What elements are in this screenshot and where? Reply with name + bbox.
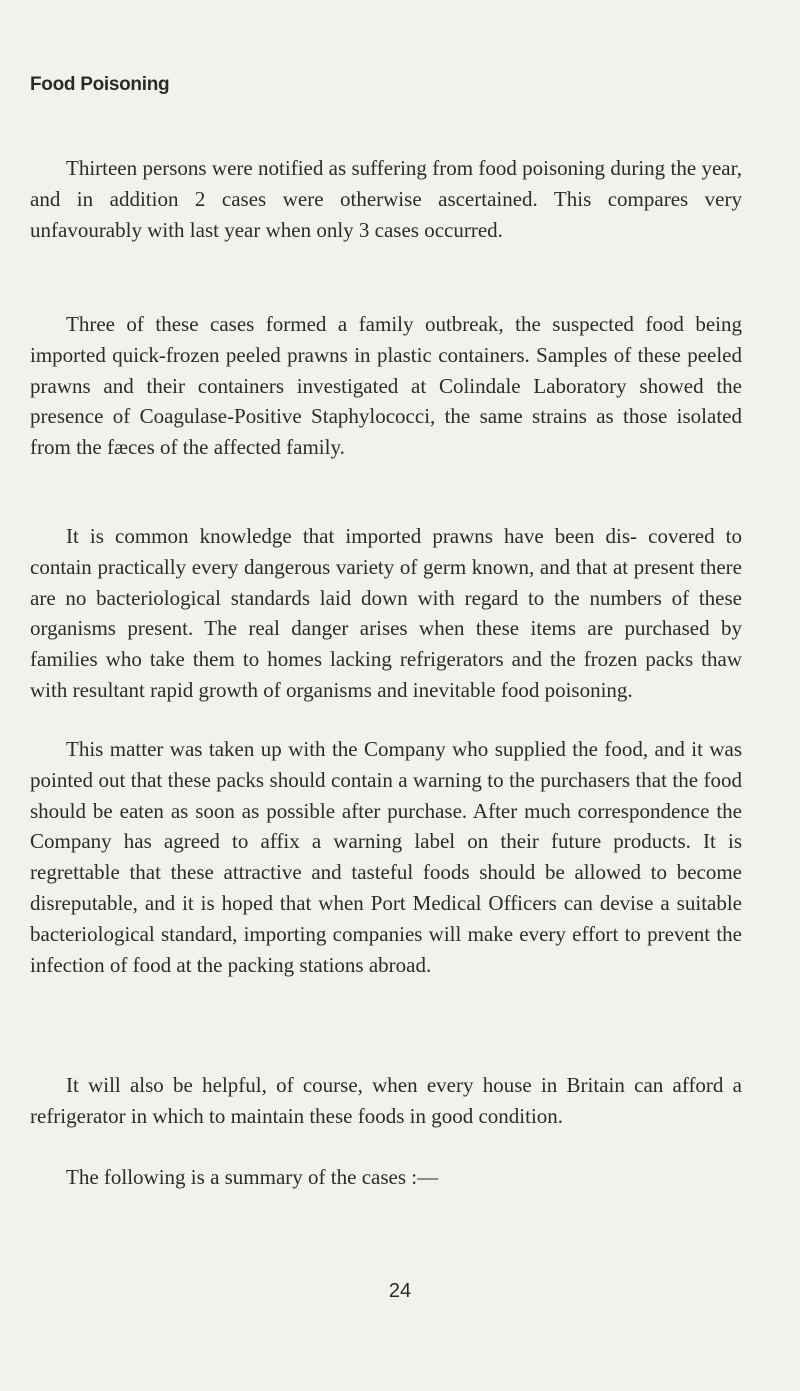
paragraph-refrigerator: It will also be helpful, of course, when every house in Britain can afford a refrigerator in which to maintain these foods in good condition. [30, 1073, 742, 1128]
paragraph-summary-intro: The following is a summary of the cases :— [66, 1165, 439, 1189]
paragraph-family-outbreak: Three of these cases formed a family outbreak, the suspected food being imported quick-frozen peeled prawns in plastic containers. Samples of these peeled prawns and their containers investigated at Colindale Laboratory showed the presence of Coagulase-Positive Staphylococci, the same strains as those isolated from the fæces of the affected family. [30, 312, 742, 460]
paragraph-company-warning: This matter was taken up with the Company who supplied the food, and it was pointed out that these packs should contain a warning to the purchasers that the food should be eaten as soon as possible after purchase. After much correspondence the Company has agreed to affix a warning label on their future products. It is regrettable that these attractive and tasteful foods should be allowed to become disreputable, and it is hoped that when Port Medical Officers can devise a suitable bacteriological standard, importing companies will make every effort to prevent the infection of food at the packing stations abroad. [30, 737, 742, 977]
page-number: 24 [388, 1280, 412, 1302]
paragraph-imported-prawns: It is common knowledge that imported prawns have been dis- covered to contain practically every dangerous variety of germ known, and that at present there are no bacteriological standards laid down with regard to the numbers of these organisms present. The real danger arises when these items are purchased by families who take them to homes lacking refrigerators and the frozen packs thaw with resultant rapid growth of organisms and inevitable food poisoning. [30, 524, 742, 702]
paragraph-notified-cases: Thirteen persons were notified as suffering from food poisoning during the year, and in addition 2 cases were otherwise ascertained. This compares very unfavourably with last year when only 3 cases occurred. [30, 156, 742, 242]
section-heading: Food Poisoning [30, 74, 170, 95]
